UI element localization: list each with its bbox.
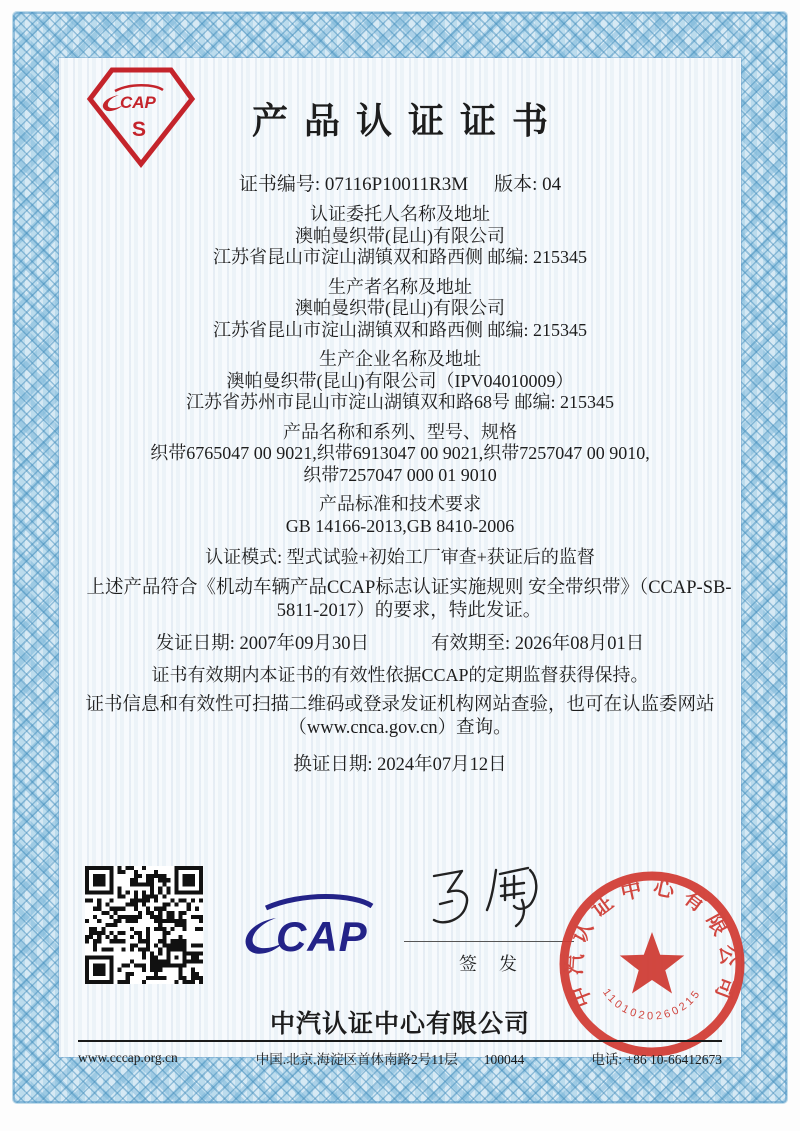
footer-postcode: 100044 <box>483 1052 525 1067</box>
certificate-number-line <box>67 174 733 196</box>
renewal-value: 2024年07月12日 <box>377 755 507 775</box>
version-value: 04 <box>542 174 562 195</box>
signature-rule <box>404 941 574 942</box>
signature-block <box>404 858 574 976</box>
applicant-name: 澳帕曼织带(昆山)有限公司 <box>295 225 505 246</box>
renewal-date-line <box>67 750 733 776</box>
ccap-wordmark-logo <box>232 890 382 968</box>
factory-section <box>67 349 733 414</box>
issue-date-value: 2007年09月30日 <box>239 633 369 654</box>
certificate-title: 产品认证证书 <box>251 101 564 141</box>
issue-date-label: 发证日期: <box>155 633 240 654</box>
expiry-date-value: 2026年08月01日 <box>514 633 645 654</box>
qr-code <box>85 866 203 984</box>
issue-date <box>156 633 369 655</box>
factory-header: 生产企业名称及地址 <box>319 349 481 369</box>
version-label: 版本: <box>494 174 543 195</box>
expiry-date <box>431 633 644 655</box>
certification-mode: 认证模式: 型式试验+初始工厂审查+获证后的监督 <box>205 547 595 567</box>
gem-logo-sub: S <box>132 118 147 141</box>
maintenance-note: 证书有效期内本证书的有效性依据CCAP的定期监督获得保持。 <box>151 664 649 685</box>
footer-address-line <box>248 1048 532 1068</box>
producer-header: 生产者名称及地址 <box>328 276 472 297</box>
ccap-wordmark-text: CAP <box>276 913 368 960</box>
factory-name: 澳帕曼织带(昆山)有限公司（IPV04010009） <box>226 370 574 391</box>
verification-note: 证书信息和有效性可扫描二维码或登录发证机构网站查验，也可在认监委网站（www.cnca.gov.cn）查询。 <box>85 695 715 738</box>
product-header: 产品名称和系列、型号、规格 <box>283 421 517 442</box>
applicant-section <box>67 204 733 269</box>
standard-section <box>67 494 733 537</box>
seal-company-text: 中汽认证中心有限公司 <box>562 874 742 1011</box>
gem-logo-text: CAP <box>120 93 156 112</box>
product-models: 织带6765047 00 9021,织带6913047 00 9021,织带7257047 00 9010,织带7257047 000 01 9010 <box>150 443 650 485</box>
cert-no-label: 证书编号: <box>238 174 325 195</box>
factory-address: 江苏省苏州市昆山市淀山湖镇双和路68号 邮编: 215345 <box>186 392 614 412</box>
footer-rule <box>78 1040 722 1042</box>
footer-website: www.cccap.org.cn <box>78 1050 178 1065</box>
footer-address: 中国.北京.海淀区首体南路2号11层 <box>255 1052 458 1067</box>
applicant-header: 认证委托人名称及地址 <box>310 204 490 224</box>
expiry-date-label: 有效期至: <box>431 633 515 654</box>
handwritten-signature <box>404 858 574 940</box>
applicant-address: 江苏省昆山市淀山湖镇双和路西侧 邮编: 215345 <box>213 247 587 267</box>
cert-no-value: 07116P10011R3M <box>324 174 469 195</box>
standard-header: 产品标准和技术要求 <box>319 494 481 514</box>
signature-label: 签 发 <box>459 954 519 974</box>
producer-name: 澳帕曼织带(昆山)有限公司 <box>295 298 505 318</box>
standard-value: GB 14166-2013,GB 8410-2006 <box>285 515 515 536</box>
footer-row <box>78 1048 722 1068</box>
seal-number-text: 1101020260215 <box>600 986 704 1023</box>
conformity-statement: 上述产品符合《机动车辆产品CCAP标志认证实施规则 安全带织带》（CCAP-SB-5811-2017）的要求，特此发证。 <box>86 577 732 621</box>
ccap-s-gem-logo-icon <box>84 64 198 170</box>
renewal-label: 换证日期: <box>293 755 378 775</box>
dates-row <box>67 633 733 655</box>
issuer-name: 中汽认证中心有限公司 <box>269 1010 530 1038</box>
producer-section <box>67 277 733 342</box>
product-section <box>67 422 733 487</box>
seal-star <box>620 932 685 994</box>
producer-address: 江苏省昆山市淀山湖镇双和路西侧 邮编: 215345 <box>213 319 587 340</box>
footer-phone: 电话: +86 10-66412673 <box>591 1052 722 1067</box>
